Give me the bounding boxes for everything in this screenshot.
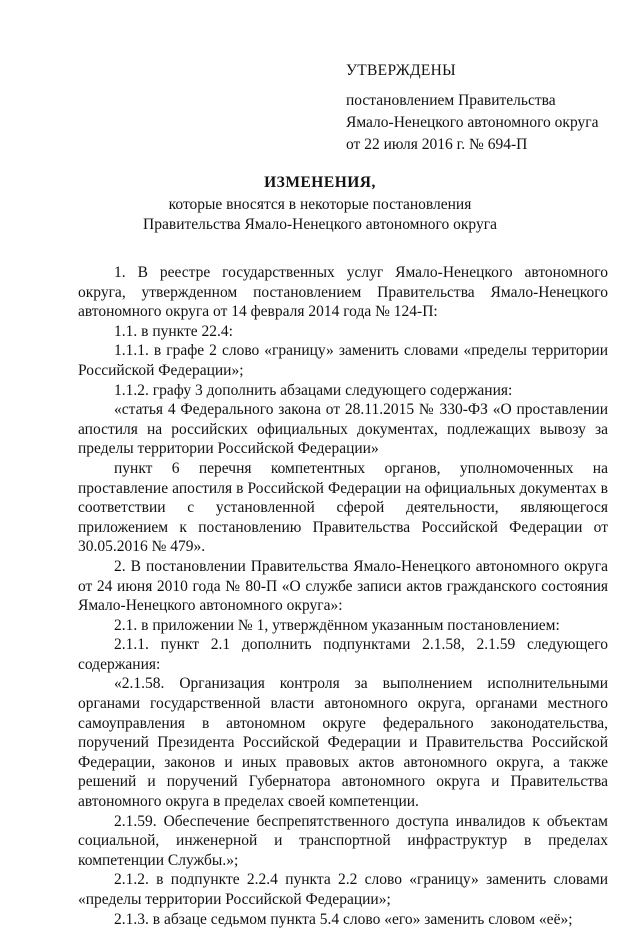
- paragraph: 1.1.2. графу 3 дополнить абзацами следующего содержания:: [114, 381, 513, 399]
- paragraph: 2.1.3. в абзаце седьмом пункта 5.4 слово «его» заменить словом «её»;: [114, 910, 573, 928]
- paragraph: 2.1.2. в подпункте 2.2.4 пункта 2.2 слово «границу» заменить словами «пределы территории Российской Федерации»;: [78, 871, 608, 908]
- title-heading: ИЗМЕНЕНИЯ,: [264, 174, 376, 191]
- paragraph: «статья 4 Федерального закона от 28.11.2015 № 330-ФЗ «О проставлении апостиля на российских официальных документах, подлежащих вывозу за пределы территории Российской Федерации»: [78, 401, 608, 458]
- title-line: которые вносятся в некоторые постановления: [168, 196, 472, 213]
- approval-line: постановлением Правительства: [346, 92, 556, 109]
- document-body: [78, 263, 608, 929]
- paragraph: «2.1.58. Организация контроля за выполнением исполнительными органами государственной власти автономного округа, органами местного самоуправления в автономном округе федерального законодательства, поручений Президента Российской Федерации и Правительства Российской Федерации, законов и иных правовых актов автономного округа, а также решений и поручений Губернатора автономного округа и Правительства автономного округа в пределах своей компетенции.: [78, 675, 608, 811]
- paragraph: 2. В постановлении Правительства Ямало-Ненецкого автономного округа от 24 июня 2010 года № 80-П «О службе записи актов гражданского состояния Ямало-Ненецкого автономного округа»:: [78, 557, 608, 615]
- paragraph: 2.1. в приложении № 1, утверждённом указанным постановлением:: [114, 616, 560, 634]
- paragraph: 1. В реестре государственных услуг Ямало-Ненецкого автономного округа, утвержденном постановлением Правительства Ямало-Ненецкого автономного округа от 14 февраля 2014 года № 124-П:: [78, 264, 608, 321]
- document-title: [0, 173, 640, 235]
- approval-heading: УТВЕРЖДЕНЫ: [346, 62, 456, 79]
- title-line: Правительства Ямало-Ненецкого автономного округа: [143, 216, 497, 233]
- paragraph: 1.1.1. в графе 2 слово «границу» заменить словами «пределы территории Российской Федерации»;: [78, 342, 608, 379]
- paragraph: 2.1.1. пункт 2.1 дополнить подпунктами 2.1.58, 2.1.59 следующего содержания:: [78, 636, 608, 673]
- paragraph: пункт 6 перечня компетентных органов, уполномоченных на проставление апостиля в Российской Федерации на официальных документах в соответствии с установленной сферой деятельности, являющегося приложением к постановлению Правительства Российской Федерации от 30.05.2016 № 479».: [78, 459, 608, 556]
- paragraph: 2.1.59. Обеспечение беспрепятственного доступа инвалидов к объектам социальной, инженерной и транспортной инфраструктур в пределах компетенции Службы.»;: [78, 812, 608, 869]
- paragraph: 1.1. в пункте 22.4:: [114, 322, 233, 340]
- approval-line: от 22 июля 2016 г. № 694-П: [346, 136, 528, 153]
- approval-stamp: [346, 60, 598, 156]
- approval-line: Ямало-Ненецкого автономного округа: [346, 114, 599, 131]
